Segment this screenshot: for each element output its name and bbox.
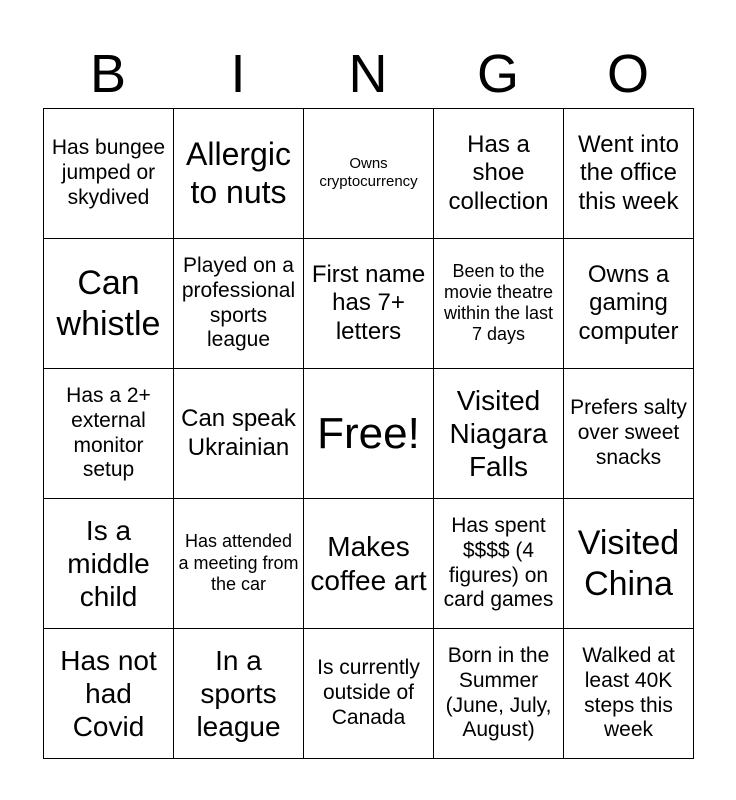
bingo-cell-text: In a sports league <box>196 644 281 743</box>
bingo-cell-text: Has attended a meeting from the car <box>178 531 299 594</box>
bingo-row <box>44 239 694 369</box>
bingo-cell-text: Born in the Summer (June, July, August) <box>445 643 552 742</box>
bingo-cell[interactable] <box>44 369 174 499</box>
bingo-cell[interactable] <box>434 629 564 759</box>
bingo-cell-text: Played on a professional sports league <box>181 253 296 352</box>
bingo-cell-text: Has not had Covid <box>60 644 157 743</box>
bingo-cell[interactable] <box>304 629 434 759</box>
bingo-cell-text: Owns a gaming computer <box>578 261 679 345</box>
bingo-cell-text: Owns cryptocurrency <box>319 155 418 190</box>
bingo-cell-text: Is a middle child <box>67 514 150 613</box>
bingo-cell-text: Allergic to nuts <box>186 135 291 210</box>
bingo-cell[interactable] <box>434 109 564 239</box>
bingo-cell[interactable] <box>434 369 564 499</box>
bingo-cell-text: Visited Niagara Falls <box>449 384 548 483</box>
bingo-cell[interactable] <box>564 239 694 369</box>
bingo-cell-text: First name has 7+ letters <box>311 261 426 345</box>
bingo-cell-text: Visited China <box>577 524 680 603</box>
bingo-cell[interactable] <box>304 109 434 239</box>
bingo-cell[interactable] <box>304 499 434 629</box>
header-letter-i: I <box>230 44 246 104</box>
bingo-cell[interactable] <box>564 369 694 499</box>
bingo-row <box>44 109 694 239</box>
bingo-cell-text: Went into the office this week <box>578 131 679 215</box>
bingo-cell[interactable] <box>174 239 304 369</box>
bingo-cell[interactable] <box>44 109 174 239</box>
bingo-card-grid <box>43 108 694 759</box>
bingo-cell[interactable] <box>564 499 694 629</box>
bingo-cell[interactable] <box>44 629 174 759</box>
bingo-cell[interactable] <box>174 499 304 629</box>
free-space-text: Free! <box>317 408 420 458</box>
bingo-cell-text: Can speak Ukrainian <box>181 405 296 461</box>
bingo-row <box>44 369 694 499</box>
bingo-cell[interactable] <box>174 109 304 239</box>
bingo-cell-text: Has spent $$$$ (4 figures) on card games <box>443 513 554 612</box>
bingo-cell[interactable] <box>564 629 694 759</box>
free-space-cell[interactable] <box>304 369 434 499</box>
bingo-cell[interactable] <box>44 499 174 629</box>
bingo-cell-text: Has a 2+ external monitor setup <box>66 383 151 482</box>
bingo-cell[interactable] <box>44 239 174 369</box>
bingo-cell[interactable] <box>304 239 434 369</box>
bingo-row <box>44 629 694 759</box>
bingo-cell-text: Can whistle <box>56 264 161 343</box>
bingo-cell[interactable] <box>174 369 304 499</box>
bingo-cell-text: Makes coffee art <box>310 531 427 596</box>
bingo-cell-text: Has a shoe collection <box>448 131 549 215</box>
header-letter-o: O <box>606 44 649 104</box>
bingo-row <box>44 499 694 629</box>
header-letter-g: G <box>476 44 519 104</box>
bingo-cell-text: Is currently outside of Canada <box>317 656 420 729</box>
bingo-cell[interactable] <box>434 499 564 629</box>
bingo-cell-text: Been to the movie theatre within the last 7 days <box>443 260 554 345</box>
bingo-cell-text: Prefers salty over sweet snacks <box>570 396 687 469</box>
bingo-cell[interactable] <box>434 239 564 369</box>
header-letter-b: B <box>89 44 127 104</box>
bingo-cell-text: Walked at least 40K steps this week <box>582 643 675 742</box>
bingo-cell-text: Has bungee jumped or skydived <box>51 136 166 209</box>
header-letter-n: N <box>348 44 388 104</box>
bingo-cell[interactable] <box>174 629 304 759</box>
bingo-header <box>43 40 693 108</box>
bingo-cell[interactable] <box>564 109 694 239</box>
